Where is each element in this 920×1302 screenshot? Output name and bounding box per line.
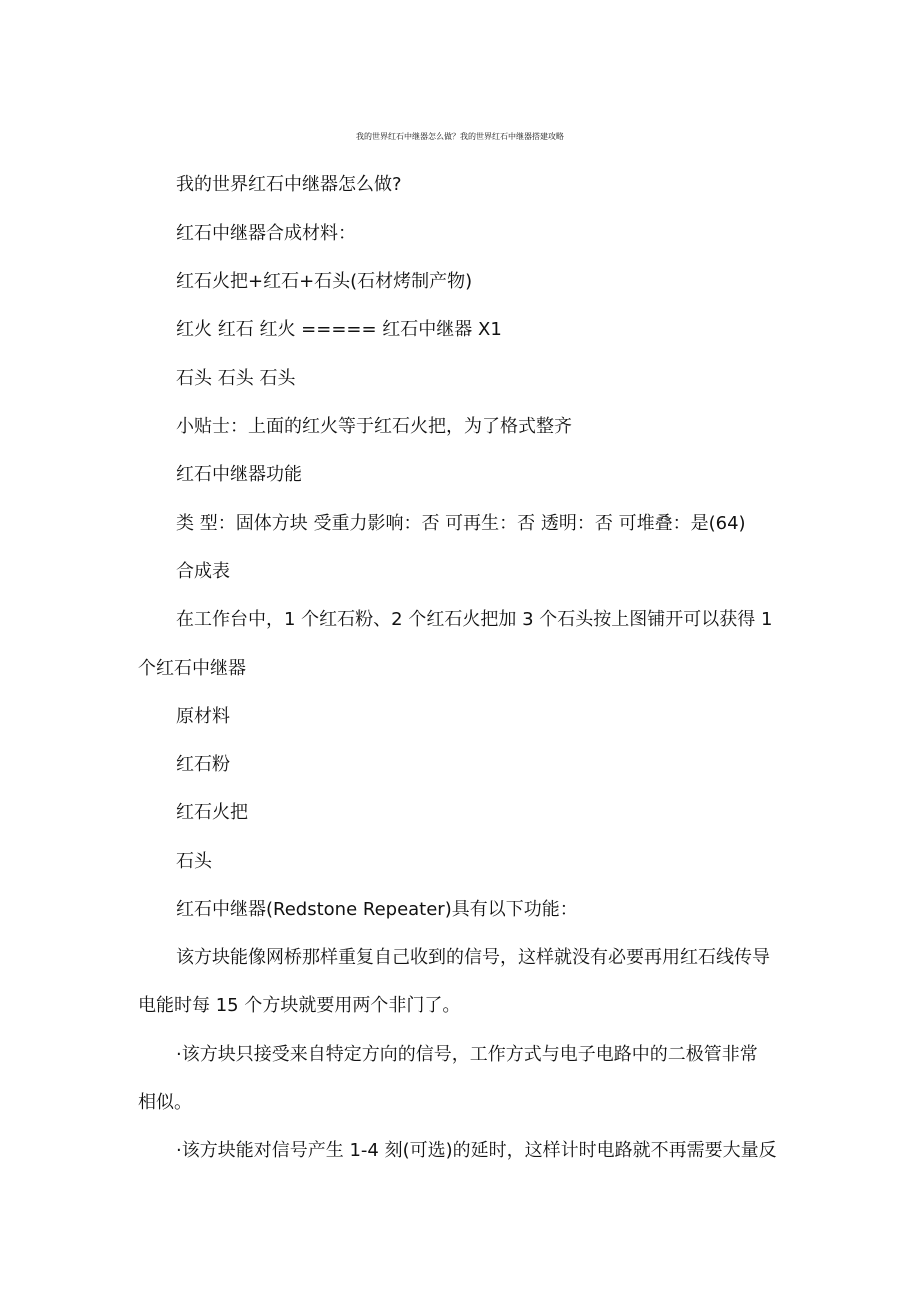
paragraph-tip: 小贴士：上面的红火等于红石火把，为了格式整齐 bbox=[176, 416, 572, 437]
paragraph-question: 我的世界红石中继器怎么做? bbox=[176, 174, 402, 195]
recipe-row-2: 石头 石头 石头 bbox=[176, 368, 296, 389]
paragraph-properties: 类 型：固体方块 受重力影响：否 可再生：否 透明：否 可堆叠：是(64) bbox=[176, 513, 746, 534]
paragraph-recipe-desc-cont: 个红石中继器 bbox=[138, 658, 246, 679]
paragraph-materials-heading: 红石中继器合成材料： bbox=[176, 223, 356, 244]
paragraph-feature-2-cont: 相似。 bbox=[138, 1092, 192, 1113]
section-heading-function: 红石中继器功能 bbox=[176, 464, 302, 485]
list-item-redstone-torch: 红石火把 bbox=[176, 802, 248, 823]
paragraph-materials-list: 红石火把+红石+石头(石材烤制产物) bbox=[176, 271, 473, 292]
list-item-redstone-dust: 红石粉 bbox=[176, 754, 230, 775]
paragraph-feature-3: ·该方块能对信号产生 1-4 刻(可选)的延时，这样计时电路就不再需要大量反 bbox=[176, 1140, 777, 1161]
document-title: 我的世界红石中继器怎么做？我的世界红石中继器搭建攻略 bbox=[356, 132, 564, 141]
list-item-stone: 石头 bbox=[176, 851, 212, 872]
paragraph-feature-2: ·该方块只接受来自特定方向的信号，工作方式与电子电路中的二极管非常 bbox=[176, 1044, 758, 1065]
paragraph-feature-1: 该方块能像网桥那样重复自己收到的信号，这样就没有必要再用红石线传导 bbox=[176, 947, 770, 968]
paragraph-feature-1-cont: 电能时每 15 个方块就要用两个非门了。 bbox=[138, 995, 461, 1016]
paragraph-features-intro: 红石中继器(Redstone Repeater)具有以下功能： bbox=[176, 899, 578, 920]
section-heading-recipe: 合成表 bbox=[176, 561, 230, 582]
recipe-row-1: 红火 红石 红火 ===== 红石中继器 X1 bbox=[176, 319, 502, 340]
section-heading-raw-materials: 原材料 bbox=[176, 706, 230, 727]
paragraph-recipe-desc: 在工作台中，1 个红石粉、2 个红石火把加 3 个石头按上图铺开可以获得 1 bbox=[176, 609, 773, 630]
